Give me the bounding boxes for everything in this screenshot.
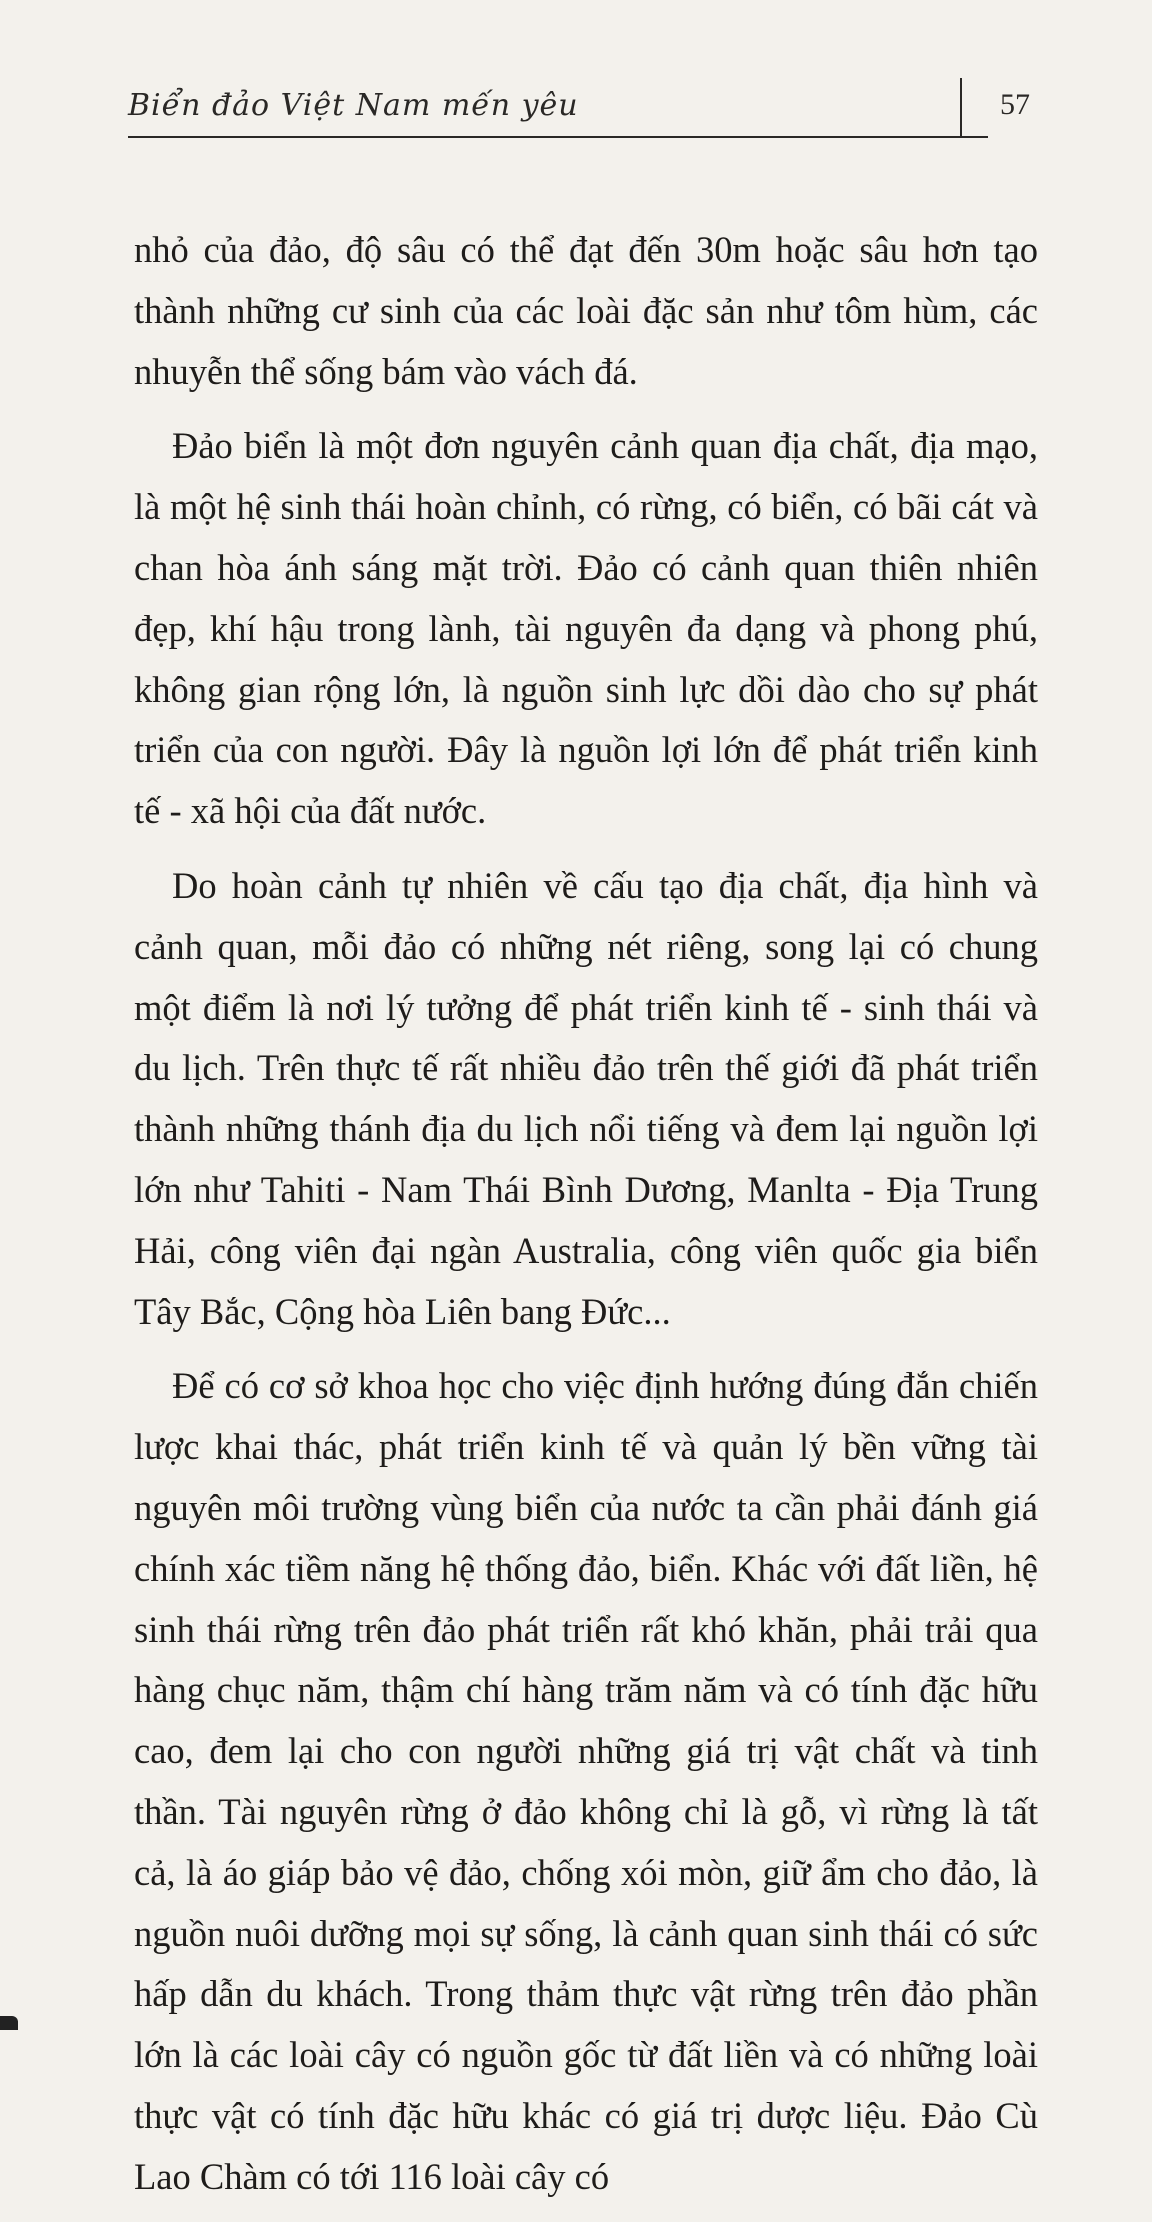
page-number: 57 xyxy=(1000,88,1030,121)
paragraph-island-ecosystem: Đảo biển là một đơn nguyên cảnh quan địa chất, địa mạo, là một hệ sinh thái hoàn chỉnh, có rừng, có biển, có bãi cát và chan hòa ánh sáng mặt trời. Đảo có cảnh quan thiên nhiên đẹp, khí hậu trong lành, tài nguyên đa dạng và phong phú, không gian rộng lớn, là nguồn sinh lực dồi dào cho sự phát triển của con người. Đây là nguồn lợi lớn để phát triển kinh tế - xã hội của đất nước. xyxy=(134,425,1038,832)
header-divider xyxy=(960,78,962,138)
paragraph-tourism: Do hoàn cảnh tự nhiên về cấu tạo địa chất, địa hình và cảnh quan, mỗi đảo có những nét riêng, song lại có chung một điểm là nơi lý tưởng để phát triển kinh tế - sinh thái và du lịch. Trên thực tế rất nhiều đảo trên thế giới đã phát triển thành những thánh địa du lịch nổi tiếng và đem lại nguồn lợi lớn như Tahiti - Nam Thái Bình Dương, Manlta - Địa Trung Hải, công viên đại ngàn Australia, công viên quốc gia biển Tây Bắc, Cộng hòa Liên bang Đức... xyxy=(134,864,1038,1332)
paragraph-forest-resources: Để có cơ sở khoa học cho việc định hướng đúng đắn chiến lược khai thác, phát triển kinh tế và quản lý bền vững tài nguyên môi trường vùng biển của nước ta cần phải đánh giá chính xác tiềm năng hệ thống đảo, biển. Khác với đất liền, hệ sinh thái rừng trên đảo phát triển rất khó khăn, phải trải qua hàng chục năm, thậm chí hàng trăm năm và có tính đặc hữu cao, đem lại cho con người những giá trị vật chất và tinh thần. Tài nguyên rừng ở đảo không chỉ là gỗ, vì rừng là tất cả, là áo giáp bảo vệ đảo, chống xói mòn, giữ ẩm cho đảo, là nguồn nuôi dưỡng mọi sự sống, là cảnh quan sinh thái có sức hấp dẫn du khách. Trong thảm thực vật rừng trên đảo phần lớn là các loài cây có nguồn gốc từ đất liền và có những loài thực vật có tính đặc hữu khác có giá trị dược liệu. Đảo Cù Lao Chàm có tới 116 loài cây có xyxy=(134,1365,1038,2197)
paragraph-continuation: nhỏ của đảo, độ sâu có thể đạt đến 30m hoặc sâu hơn tạo thành những cư sinh của các loài đặc sản như tôm hùm, các nhuyễn thể sống bám vào vách đá. xyxy=(134,229,1038,392)
scan-corner-mark xyxy=(0,2016,18,2030)
page-header xyxy=(128,78,1028,142)
header-rule xyxy=(128,136,988,138)
body-text xyxy=(134,220,1038,2222)
running-title: Biển đảo Việt Nam mến yêu xyxy=(128,88,579,123)
